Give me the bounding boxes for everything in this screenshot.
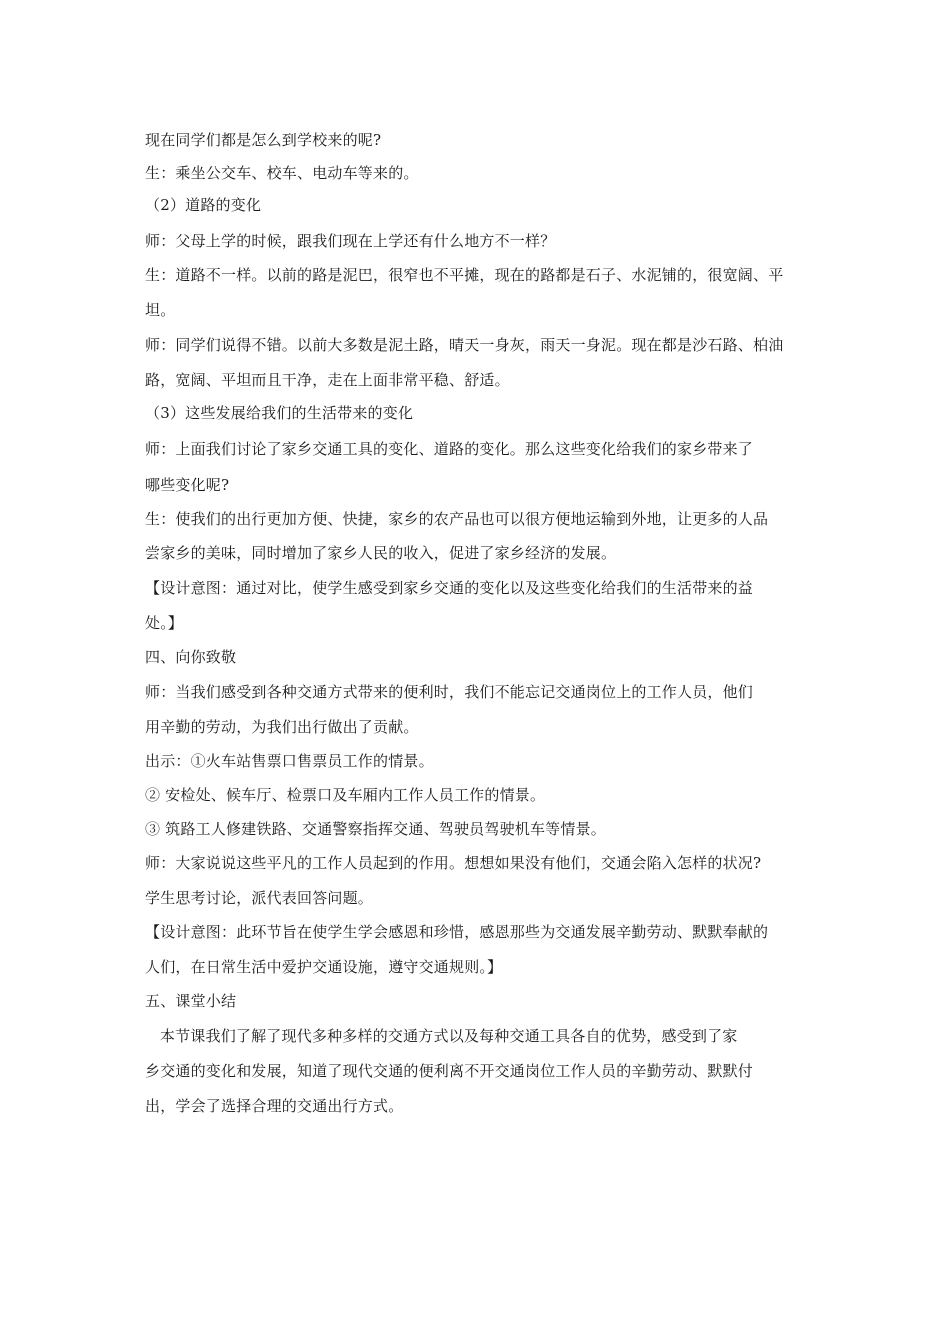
section-heading: 四、向你致敬	[145, 648, 237, 666]
section-heading: 五、课堂小结	[145, 992, 237, 1010]
text-line: 生：使我们的出行更加方便、快捷，家乡的农产品也可以很方便地运输到外地，让更多的人品	[145, 510, 769, 528]
text-line: 师：上面我们讨论了家乡交通工具的变化、道路的变化。那么这些变化给我们的家乡带来了	[145, 440, 754, 458]
text-line: 师：当我们感受到各种交通方式带来的便利时，我们不能忘记交通岗位上的工作人员，他们	[145, 683, 754, 701]
text-line: 本节课我们了解了现代多种多样的交通方式以及每种交通工具各自的优势，感受到了家	[145, 1027, 738, 1045]
text-line: 学生思考讨论，派代表回答问题。	[145, 889, 374, 907]
text-line: 师：父母上学的时候，跟我们现在上学还有什么地方不一样？	[145, 232, 556, 250]
text-line: 乡交通的变化和发展，知道了现代交通的便利离不开交通岗位工作人员的辛勤劳动、默默付	[145, 1062, 754, 1080]
text-line: 坦。	[145, 301, 176, 319]
text-line: 出，学会了选择合理的交通出行方式。	[145, 1097, 404, 1115]
text-line: 师：大家说说这些平凡的工作人员起到的作用。想想如果没有他们，交通会陷入怎样的状况?	[145, 854, 762, 872]
section-heading: （2）道路的变化	[145, 196, 262, 214]
text-line: 生：道路不一样。以前的路是泥巴，很窄也不平摊，现在的路都是石子、水泥铺的，很宽阔、平	[145, 266, 784, 284]
text-line: 师：同学们说得不错。以前大多数是泥土路，晴天一身灰，雨天一身泥。现在都是沙石路、柏油	[145, 336, 784, 354]
design-intent: 处。】	[145, 614, 184, 632]
text-line: 现在同学们都是怎么到学校来的呢?	[145, 131, 382, 149]
text-line: 用辛勤的劳动，为我们出行做出了贡献。	[145, 718, 419, 736]
text-line: ③ 筑路工人修建铁路、交通警察指挥交通、驾驶员驾驶机车等情景。	[145, 820, 606, 838]
design-intent: 人们，在日常生活中爱护交通设施，遵守交通规则。】	[145, 958, 503, 976]
design-intent: 【设计意图：此环节旨在使学生学会感恩和珍惜，感恩那些为交通发展辛勤劳动、默默奉献的	[145, 923, 769, 941]
section-heading: （3）这些发展给我们的生活带来的变化	[145, 404, 414, 422]
text-line: ② 安检处、候车厅、检票口及车厢内工作人员工作的情景。	[145, 786, 546, 804]
design-intent: 【设计意图：通过对比，使学生感受到家乡交通的变化以及这些变化给我们的生活带来的益	[145, 579, 754, 597]
text-line: 出示：①火车站售票口售票员工作的情景。	[145, 752, 434, 770]
text-line: 生：乘坐公交车、校车、电动车等来的。	[145, 164, 419, 182]
text-line: 哪些变化呢?	[145, 476, 230, 494]
text-line: 路，宽阔、平坦而且干净，走在上面非常平稳、舒适。	[145, 371, 510, 389]
text-line: 尝家乡的美味，同时增加了家乡人民的收入，促进了家乡经济的发展。	[145, 544, 617, 562]
